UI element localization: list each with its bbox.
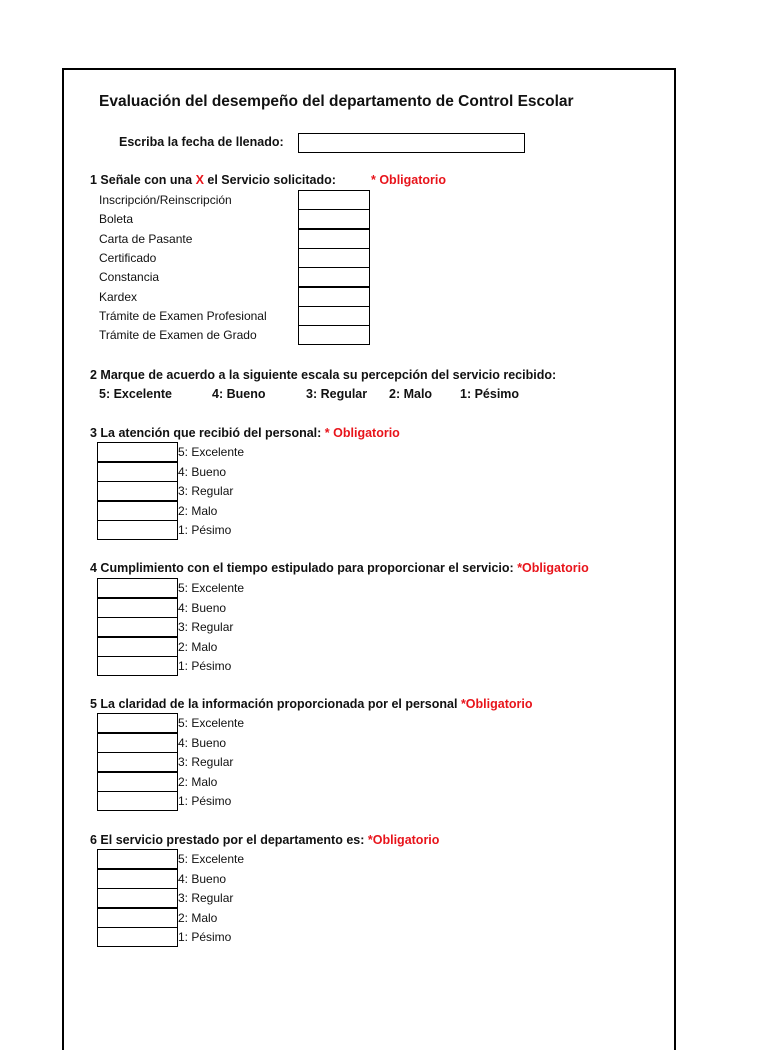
q4-rating-checkbox[interactable] [97, 637, 178, 657]
q4-rating-label: 2: Malo [178, 639, 218, 654]
service-option-checkbox[interactable] [298, 248, 370, 268]
service-option-checkbox[interactable] [298, 209, 370, 229]
q6-rating-checkbox[interactable] [97, 927, 178, 947]
question-2: 2 Marque de acuerdo a la siguiente escala su percepción del servicio recibido: [90, 368, 557, 382]
scale-3: 3: Regular [306, 387, 368, 401]
question-5: 5 La claridad de la información proporcionada por el personal *Obligatorio [90, 697, 533, 711]
q3-rating-label: 2: Malo [178, 503, 218, 518]
form-title: Evaluación del desempeño del departamento de Control Escolar [99, 93, 574, 110]
q6-rating-checkbox[interactable] [97, 869, 178, 889]
required-note-3: * Obligatorio [324, 426, 400, 440]
q6-rating-label: 3: Regular [178, 891, 234, 905]
service-option-label: Boleta [99, 212, 134, 227]
service-option-label: Inscripción/Reinscripción [99, 193, 232, 207]
scale-2: 2: Malo [389, 387, 433, 401]
service-option-label: Constancia [99, 270, 160, 285]
q3-rating-label: 5: Excelente [178, 445, 245, 459]
q4-rating-label: 3: Regular [178, 620, 234, 634]
service-option-checkbox[interactable] [298, 306, 370, 326]
q5-rating-checkbox[interactable] [97, 713, 178, 733]
service-option-checkbox[interactable] [298, 190, 370, 210]
q5-rating-checkbox[interactable] [97, 733, 178, 753]
required-note-4: *Obligatorio [517, 561, 589, 575]
required-note-5: *Obligatorio [460, 697, 533, 711]
question-6: 6 El servicio prestado por el departamento es: *Obligatorio [90, 833, 440, 847]
q5-rating-checkbox[interactable] [97, 791, 178, 811]
service-option-checkbox[interactable] [298, 325, 370, 345]
question-3: 3 La atención que recibió del personal: * Obligatorio [90, 426, 400, 440]
q3-rating-checkbox[interactable] [97, 481, 178, 501]
scale-5: 5: Excelente [99, 387, 172, 401]
q5-rating-label: 2: Malo [178, 774, 218, 789]
service-option-checkbox[interactable] [298, 229, 370, 249]
service-option-checkbox[interactable] [298, 287, 370, 307]
service-option-label: Carta de Pasante [99, 231, 193, 246]
service-option-label: Trámite de Examen de Grado [99, 328, 257, 343]
q3-rating-checkbox[interactable] [97, 501, 178, 521]
date-input[interactable] [298, 133, 525, 153]
q3-rating-checkbox[interactable] [97, 520, 178, 540]
q3-rating-label: 3: Regular [178, 484, 234, 498]
q6-rating-label: 5: Excelente [178, 852, 245, 866]
q3-rating-checkbox[interactable] [97, 442, 178, 462]
service-option-checkbox[interactable] [298, 267, 370, 287]
q4-rating-checkbox[interactable] [97, 617, 178, 637]
scale-4: 4: Bueno [212, 387, 266, 401]
q6-rating-label: 2: Malo [178, 910, 218, 925]
q4-rating-checkbox[interactable] [97, 598, 178, 618]
q4-rating-label: 1: Pésimo [178, 659, 232, 673]
q5-rating-label: 4: Bueno [178, 735, 227, 750]
q3-rating-checkbox[interactable] [97, 462, 178, 482]
q5-rating-label: 3: Regular [178, 755, 234, 769]
q5-rating-label: 1: Pésimo [178, 794, 232, 808]
required-note-6: *Obligatorio [367, 833, 440, 847]
x-mark: X [195, 173, 204, 187]
date-label: Escriba la fecha de llenado: [119, 135, 284, 149]
scale-1: 1: Pésimo [460, 387, 520, 401]
q4-rating-checkbox[interactable] [97, 578, 178, 598]
question-4: 4 Cumplimiento con el tiempo estipulado para proporcionar el servicio: *Obligatorio [90, 561, 589, 575]
q5-rating-checkbox[interactable] [97, 772, 178, 792]
q3-rating-label: 1: Pésimo [178, 523, 232, 537]
q6-rating-checkbox[interactable] [97, 849, 178, 869]
q6-rating-label: 1: Pésimo [178, 930, 232, 944]
q4-rating-label: 5: Excelente [178, 581, 245, 595]
service-option-label: Kardex [99, 289, 138, 304]
service-option-label: Trámite de Examen Profesional [99, 308, 267, 323]
q5-rating-label: 5: Excelente [178, 716, 245, 730]
q5-rating-checkbox[interactable] [97, 752, 178, 772]
q4-rating-label: 4: Bueno [178, 600, 227, 615]
q6-rating-label: 4: Bueno [178, 871, 227, 886]
q3-rating-label: 4: Bueno [178, 464, 227, 479]
q4-rating-checkbox[interactable] [97, 656, 178, 676]
required-note-1: * Obligatorio [371, 173, 446, 187]
question-1: 1 Señale con una X el Servicio solicitado: [90, 173, 336, 187]
service-option-label: Certificado [99, 250, 157, 265]
q6-rating-checkbox[interactable] [97, 908, 178, 928]
q6-rating-checkbox[interactable] [97, 888, 178, 908]
